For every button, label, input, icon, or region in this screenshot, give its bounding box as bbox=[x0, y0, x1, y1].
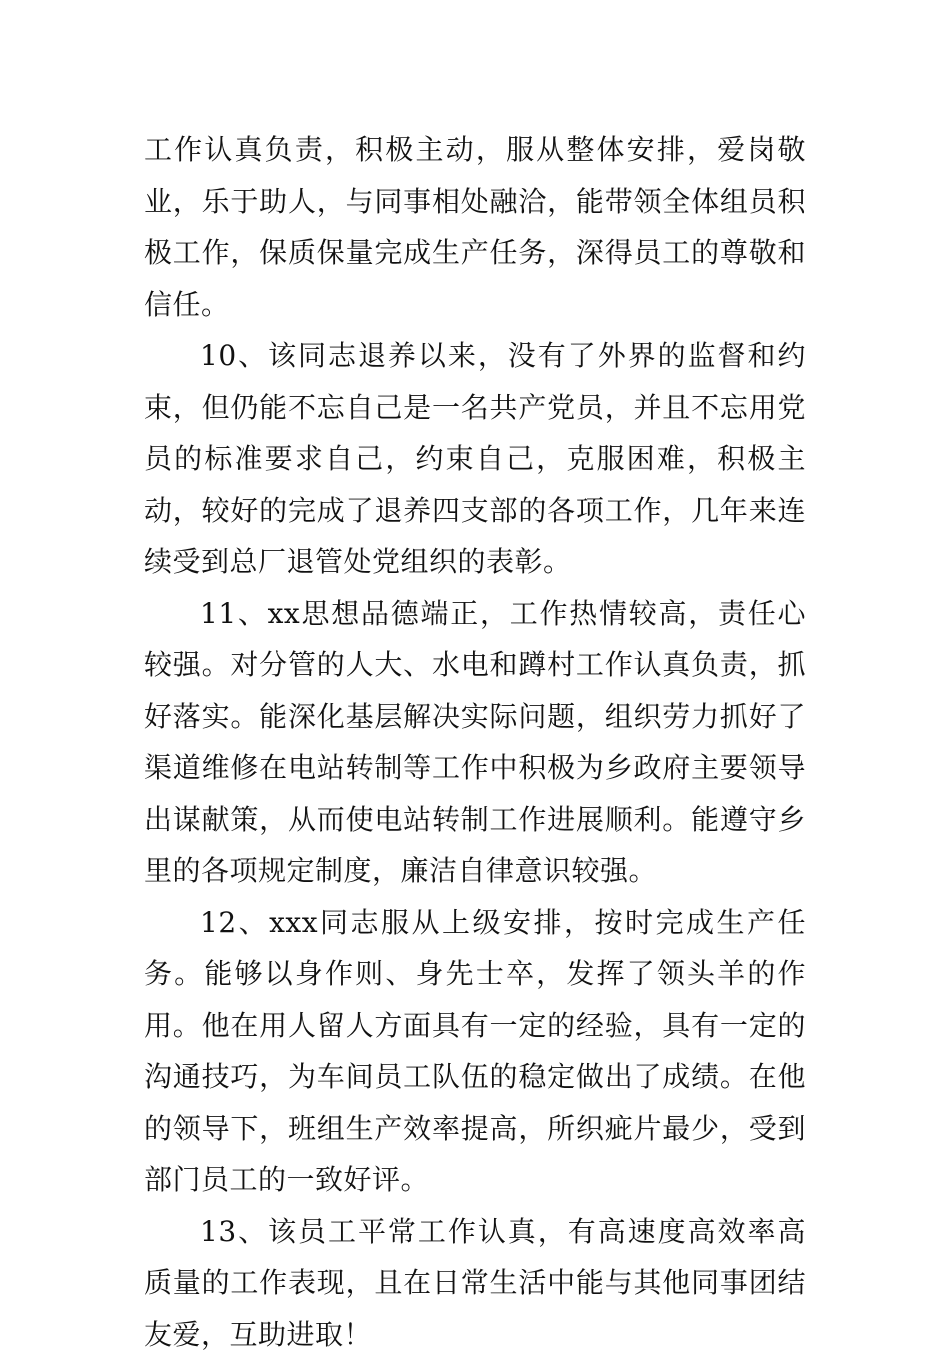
paragraph-continuation: 工作认真负责，积极主动，服从整体安排，爱岗敬业，乐于助人，与同事相处融洽，能带领全体组员积极工作，保质保量完成生产任务，深得员工的尊敬和信任。 bbox=[144, 124, 806, 330]
paragraph-item-11: 11、xx思想品德端正，工作热情较高，责任心较强。对分管的人大、水电和蹲村工作认真负责，抓好落实。能深化基层解决实际问题，组织劳力抓好了渠道维修在电站转制等工作中积极为乡政府主要领导出谋献策，从而使电站转制工作进展顺利。能遵守乡里的各项规定制度，廉洁自律意识较强。 bbox=[144, 588, 806, 897]
paragraph-item-13: 13、该员工平常工作认真，有高速度高效率高质量的工作表现，且在日常生活中能与其他同事团结友爱，互助进取！ bbox=[144, 1206, 806, 1360]
document-body bbox=[144, 124, 806, 1360]
paragraph-item-10: 10、该同志退养以来，没有了外界的监督和约束，但仍能不忘自己是一名共产党员，并且不忘用党员的标准要求自己，约束自己，克服困难，积极主动，较好的完成了退养四支部的各项工作，几年来连续受到总厂退管处党组织的表彰。 bbox=[144, 330, 806, 588]
paragraph-item-12: 12、xxx同志服从上级安排，按时完成生产任务。能够以身作则、身先士卒，发挥了领头羊的作用。他在用人留人方面具有一定的经验，具有一定的沟通技巧，为车间员工队伍的稳定做出了成绩。在他的领导下，班组生产效率提高，所织疵片最少，受到部门员工的一致好评。 bbox=[144, 897, 806, 1206]
